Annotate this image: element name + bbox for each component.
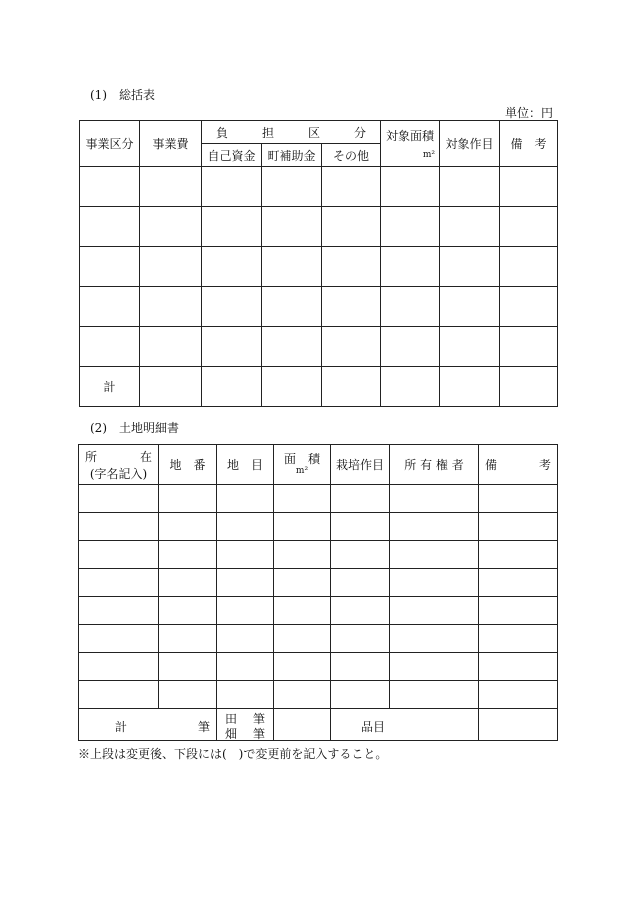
- ta-hata-cell: [217, 709, 274, 741]
- land-row: [79, 513, 558, 541]
- land-row: [79, 485, 558, 513]
- menseki-unit-2: m²: [295, 466, 309, 476]
- land-total-bikou: [479, 709, 558, 741]
- menseki-label: 面 積: [283, 452, 320, 466]
- header-shozai: [79, 445, 159, 485]
- hinmoku-cell: [331, 709, 479, 741]
- taishou-menseki-label: 対象面積: [385, 129, 434, 143]
- header-jigyouhi: 事業費: [140, 121, 202, 167]
- land-row: [79, 681, 558, 709]
- header-bikou-1: 備 考: [500, 121, 558, 167]
- summary-table: [79, 120, 558, 407]
- header-shoyuukensha: 所 有 権 者: [390, 445, 479, 485]
- land-detail-table: [78, 444, 558, 741]
- header-menseki: [274, 445, 331, 485]
- land-total-label: 計: [115, 720, 128, 734]
- hata-label: 畑: [225, 727, 238, 741]
- header-taishou-sakumoku: 対象作目: [440, 121, 500, 167]
- header-saibai-sakumoku: 栽培作目: [331, 445, 390, 485]
- ta-label: 田: [225, 712, 238, 726]
- footnote: ※上段は変更後、下段には( )で変更前を記入すること。: [78, 747, 388, 761]
- bikou-char-1: 備: [485, 458, 498, 472]
- summary-row: [80, 247, 558, 287]
- hata-hitsu: 筆: [252, 727, 265, 741]
- section1-heading: (1) 総括表: [90, 88, 155, 102]
- futan-char-3: 区: [307, 125, 320, 140]
- summary-row: [80, 287, 558, 327]
- header-machi-hojokin: 町補助金: [262, 144, 322, 167]
- header-futan-kubun: [202, 121, 381, 144]
- menseki-unit-1: m²: [422, 150, 435, 160]
- summary-row: [80, 167, 558, 207]
- land-total-menseki: [274, 709, 331, 741]
- ta-hitsu: 筆: [252, 712, 265, 726]
- header-sonota: その他: [322, 144, 381, 167]
- land-row: [79, 541, 558, 569]
- shozai-char-1: 所: [85, 449, 98, 464]
- header-taishou-menseki: [381, 121, 440, 167]
- shozai-note: (字名記入): [89, 466, 148, 481]
- land-row: [79, 625, 558, 653]
- shozai-char-2: 在: [139, 449, 152, 464]
- header-bikou-2: [479, 445, 558, 485]
- header-chimoku: 地 目: [217, 445, 274, 485]
- futan-char-2: 担: [261, 125, 274, 140]
- header-jigyou-kubun: 事業区分: [80, 121, 140, 167]
- summary-row: [80, 207, 558, 247]
- land-row: [79, 597, 558, 625]
- section2-heading: (2) 土地明細書: [90, 421, 179, 435]
- summary-row: [80, 327, 558, 367]
- futan-char-1: 負: [216, 125, 229, 140]
- land-total-cell: [79, 709, 217, 741]
- unit-label: 単位：円: [505, 106, 554, 120]
- header-jiko-shikin: 自己資金: [202, 144, 262, 167]
- header-chiban: 地 番: [159, 445, 217, 485]
- hinmoku-label: 品目: [361, 720, 386, 734]
- land-row: [79, 653, 558, 681]
- bikou-char-2: 考: [538, 458, 551, 472]
- land-total-hitsu: 筆: [197, 720, 210, 734]
- land-row: [79, 569, 558, 597]
- land-total-row: [79, 709, 558, 741]
- summary-total-label: 計: [80, 367, 140, 407]
- summary-total-row: [80, 367, 558, 407]
- futan-char-4: 分: [353, 125, 366, 140]
